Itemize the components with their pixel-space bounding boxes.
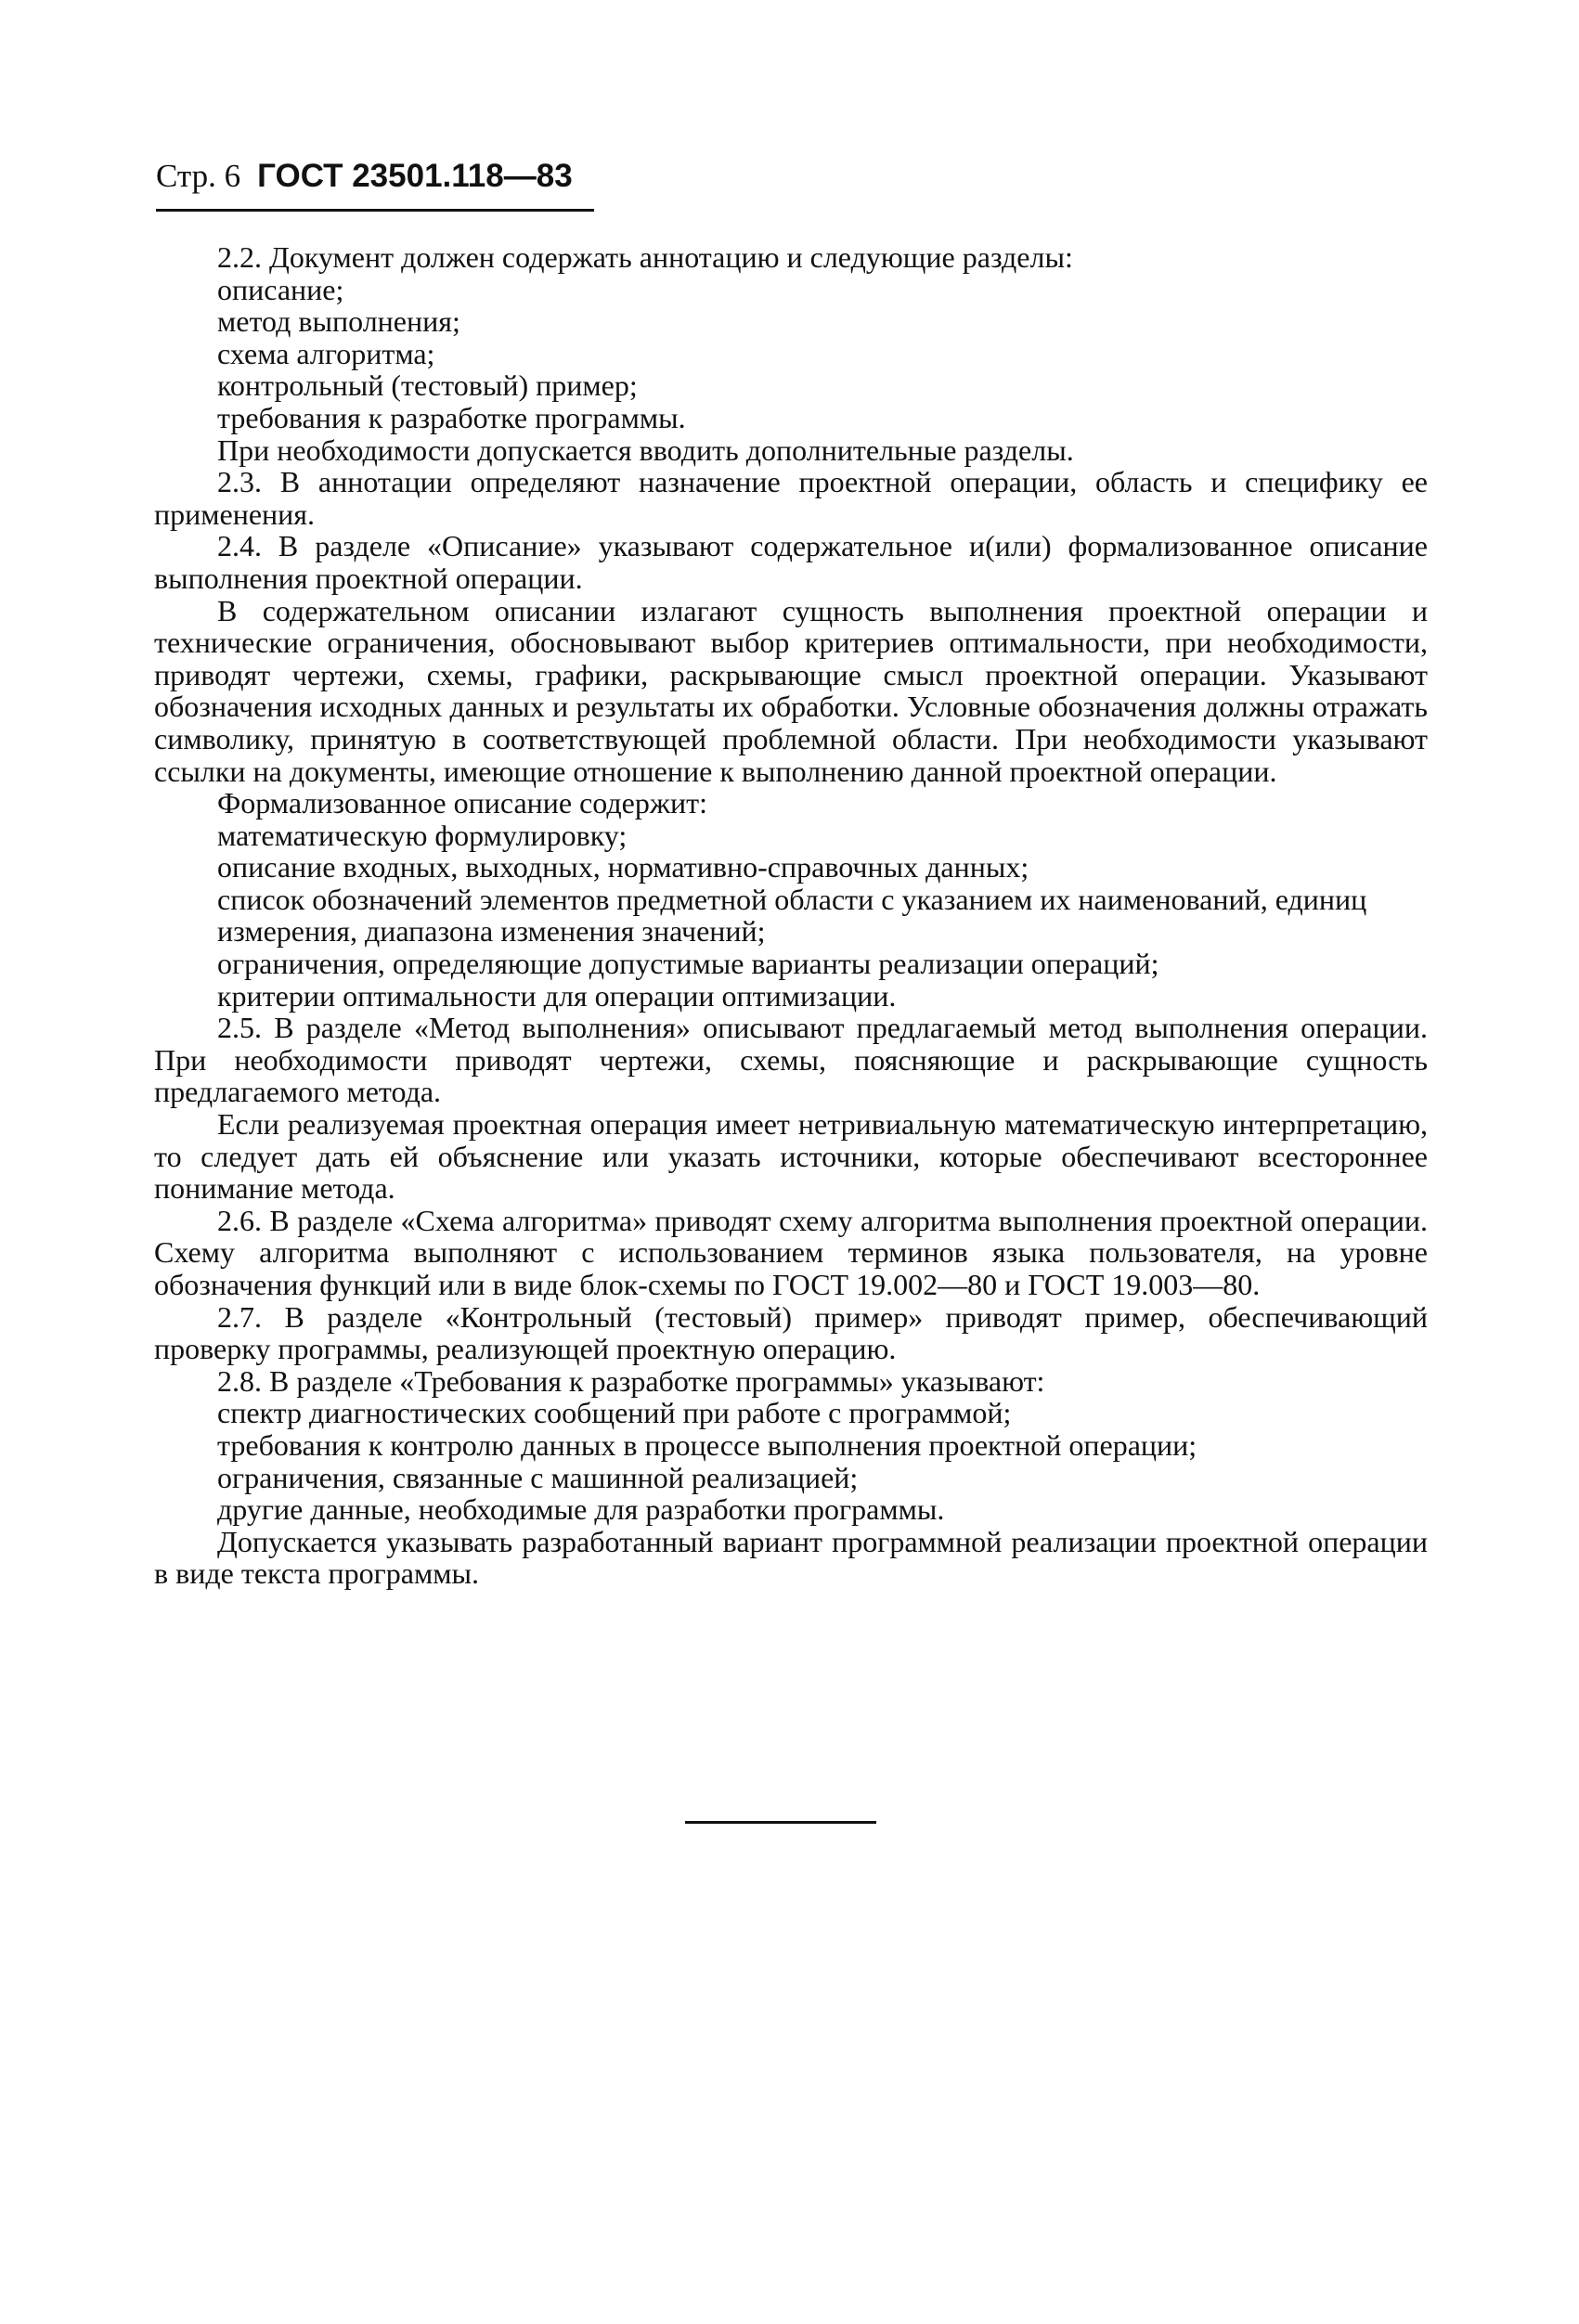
clause-2-4: 2.4. В разделе «Описание» указывают содержательное и(или) формализованное описание выполнения проектной операции. (154, 529, 1428, 595)
list-item: спектр диагностических сообщений при работе с программой; (217, 1396, 1012, 1430)
paragraph: Если реализуемая проектная операция имеет нетривиальную математическую интерпретацию, то следует дать ей объяснение или указать источники, которые обеспечивают всестороннее понимание метода. (154, 1107, 1428, 1206)
list-item: описание входных, выходных, нормативно-справочных данных; (217, 850, 1029, 884)
list-item: метод выполнения; (217, 304, 460, 339)
paragraph: Допускается указывать разработанный вариант программной реализации проектной операции в виде текста программы. (154, 1524, 1428, 1591)
clause-2-3: 2.3. В аннотации определяют назначение проектной операции, область и специфику ее применения. (154, 465, 1428, 531)
list-item: другие данные, необходимые для разработки программы. (217, 1492, 945, 1527)
clause-2-8: 2.8. В разделе «Требования к разработке программы» указывают: (217, 1363, 1045, 1398)
page-number: Стр. 6 (156, 158, 241, 194)
end-rule (685, 1821, 876, 1824)
standard-designation: ГОСТ 23501.118—83 (257, 158, 573, 194)
list-item: контрольный (тестовый) пример; (217, 368, 638, 403)
list-item: требования к контролю данных в процессе выполнения проектной операции; (217, 1427, 1197, 1462)
clause-2-5: 2.5. В разделе «Метод выполнения» описывают предлагаемый метод выполнения операции. При необходимости приводят чертежи, схемы, поясняющие и раскрывающие сущность предлагаемого метода. (154, 1011, 1428, 1109)
list-item: требования к разработке программы. (217, 400, 686, 434)
clause-2-7: 2.7. В разделе «Контрольный (тестовый) пример» приводят пример, обеспечивающий проверку программы, реализующей проектную операцию. (154, 1299, 1428, 1366)
paragraph: При необходимости допускается вводить дополнительные разделы. (217, 433, 1074, 467)
list-item: ограничения, определяющие допустимые варианты реализации операций; (217, 947, 1159, 981)
clause-2-6: 2.6. В разделе «Схема алгоритма» приводят схему алгоритма выполнения проектной операции. Схему алгоритма выполняют с использованием терминов языка пользователя, на уровне обозначения функций или в виде блок-схемы по ГОСТ 19.002—80 и ГОСТ 19.003—80. (154, 1203, 1428, 1301)
list-item: ограничения, связанные с машинной реализацией; (217, 1460, 859, 1494)
list-item: описание; (217, 272, 344, 306)
document-body (154, 241, 1428, 1590)
list-item: схема алгоритма; (217, 336, 435, 370)
clause-2-2: 2.2. Документ должен содержать аннотацию и следующие разделы: (217, 240, 1073, 274)
paragraph: В содержательном описании излагают сущность выполнения проектной операции и технические ограничения, обосновывают выбор критериев оптимальности, при необходимости, приводят чертежи, схемы, графики, раскрывающие смысл проектной операции. Указывают обозначения исходных данных и результаты их обработки. Условные обозначения должны отражать символику, принятую в соответствующей проблемной области. При необходимости указывают ссылки на документы, имеющие отношение к выполнению данной проектной операции. (154, 593, 1428, 788)
list-item: список обозначений элементов предметной области с указанием их наименований, единиц измерения, диапазона изменения значений; (217, 882, 1367, 949)
header-rule (156, 209, 594, 212)
list-item: математическую формулировку; (217, 818, 628, 852)
page-header (156, 158, 573, 195)
paragraph: Формализованное описание содержит: (217, 786, 707, 820)
list-item: критерии оптимальности для операции оптимизации. (217, 978, 897, 1013)
